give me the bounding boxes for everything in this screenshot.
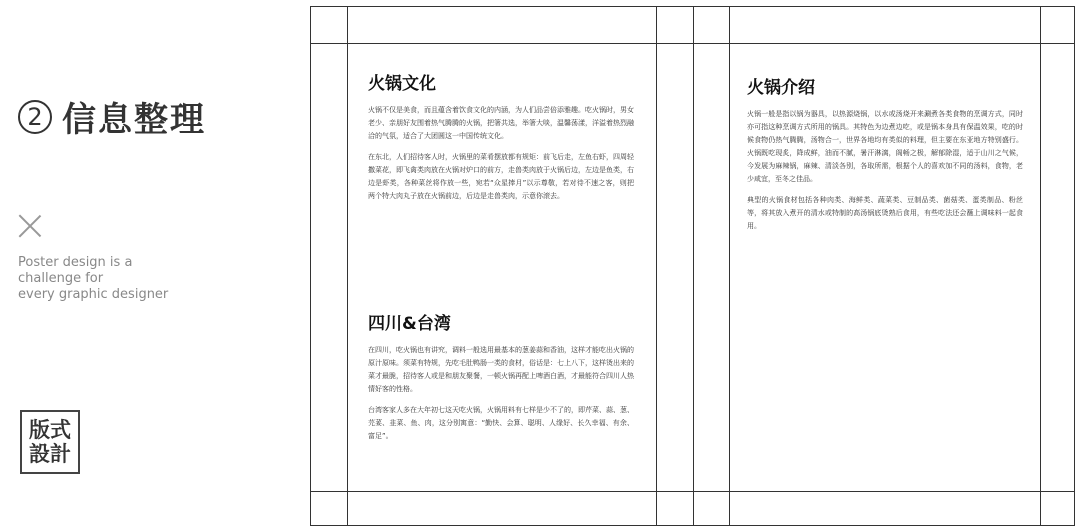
grid-line [311,491,1074,492]
paragraph: 在东北，人们招待客人时，火锅里的菜肴摆放都有规矩：前飞后走，左鱼右虾，四周轻撒菜花，即飞禽类肉放在火锅对炉口的前方，走兽类肉放于火锅后边，左边是鱼类，右边是虾类，各种菜丝将作放一些，宛若“众星捧月”以示尊敬，若对待不速之客，则把两个特大肉丸子放在火锅前边，后边是走兽类肉，示意你滚去。 [368,153,634,200]
grid-line [693,7,694,525]
paragraph: 火锅一般是指以锅为器具，以热源烧锅，以水或汤烧开来涮煮各类食物的烹调方式，同时亦可指这种烹调方式所用的锅具。其特色为边煮边吃，或是锅本身具有保温效果，吃的时候食物仍热气腾腾，汤物合一，世界各地均有类似的料理，但主要在东亚地方特别盛行。火锅既吃现炙，降成鲜，油而不腻，暑汗淋漓，阁畅之极，解郁除湿，适于山川之气候，今发展为麻辣锅，麻辣、清淡各别，各取所需，根据个人的喜欢加不同的汤料，食物，老少咸宜，至冬之佳品。 [747,110,1023,183]
step-title: 信息整理 [62,100,206,140]
grid-line [656,7,657,525]
close-x-icon [18,214,42,238]
grid-line [311,43,1074,44]
layout-design-stamp [20,410,80,474]
right-page-section-1 [747,73,1023,241]
grid-line [347,7,348,525]
section-title: 火锅文化 [368,74,436,94]
grid-line [1040,7,1041,525]
left-panel [0,0,300,531]
step-number-badge: 2 [18,100,52,134]
paragraph: 在四川，吃火锅也有讲究，调料一般选用最基本的葱姜蒜和香油，这样才能吃出火锅的原汁原味。须菜有特规，先吃毛肚鸭肠一类的食材，俗话是：七上八下，这样烫出来的菜才最脆，招待客人或是和朋友聚餐，一顿火锅再配上啤酒白酒，才最能符合四川人热情好客的性格。 [368,346,634,393]
left-page-section-2 [368,309,634,451]
section-title: 火锅介绍 [747,78,815,98]
left-page-section-1 [368,69,634,211]
tagline: Poster design is a challenge for every graphic designer [18,255,169,302]
layout-grid-sheet [310,6,1075,526]
step-heading [18,92,206,141]
paragraph: 台湾客家人多在大年初七这天吃火锅，火锅用料有七样是少不了的，即芹菜、蒜、葱、芫荽、韭菜、鱼、肉，这分别寓意：“勤快、会算、聪明、人缘好、长久幸福、有余、富足”。 [368,406,634,440]
paragraph: 火锅不仅是美食，而且蕴含着饮食文化的内涵，为人们品尝倍添雅趣。吃火锅时，男女老少、亲朋好友围着热气腾腾的火锅，把箸共选，举箸大啖，温馨荡漾，洋溢着热烈融洽的气氛，适合了大团圆这一中国传统文化。 [368,106,634,140]
section-title: 四川&台湾 [368,314,451,334]
stamp-line-2: 設計 [29,442,71,466]
paragraph: 典型的火锅食材包括各种肉类、海鲜类、蔬菜类、豆制品类、菌菇类、蛋类制品、粉丝等，将其放入煮开的清水或特制的高汤锅底烫熟后食用，有些吃法还会蘸上调味料一起食用。 [747,196,1023,230]
grid-line [729,7,730,525]
stamp-line-1: 版式 [29,418,71,442]
